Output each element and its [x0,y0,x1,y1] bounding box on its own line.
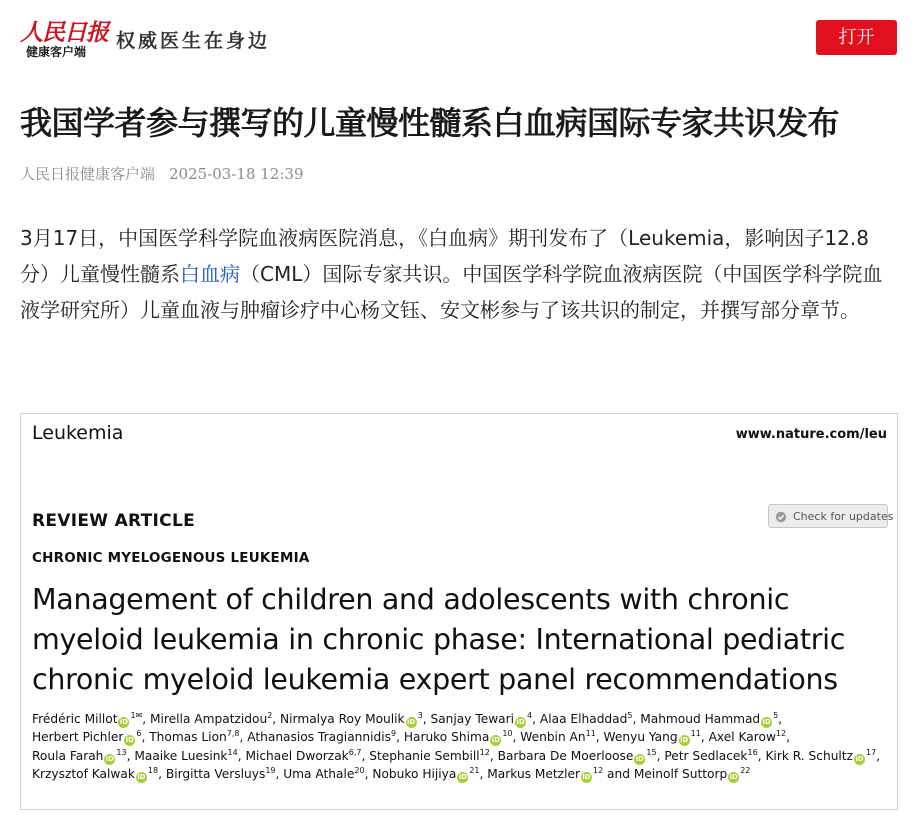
author-affiliation: 9 [390,729,397,739]
author-entry: Nirmalya Roy Moulik $iD^3$, [280,711,427,726]
author-name: Athanasios Tragiannidis [247,730,391,745]
author-name: Barbara De Moerloose [497,748,634,763]
author-affiliation: 5 [773,711,779,720]
orcid-icon[interactable]: iD [105,754,115,763]
author-name: Stephanie Sembill [369,748,480,763]
article-datetime: 2025-03-18 12:39 [169,165,304,183]
paragraph-text-end: （CML）国际专家共识。中国医学科学院血液病医院（中国医学科学院血液学研究所）儿童血液与肿瘤诊疗中心杨文钰、安文彬参与了该共识的制定，并撰写部分章节。 [20,262,883,322]
author-affiliation: 11 [585,729,596,739]
check-for-updates-badge [768,504,894,528]
author-entry: Barbara De Moerloose $iD^{15}$, [497,747,661,763]
orcid-icon[interactable]: iD [729,772,738,781]
author-name: Sanjay Tewari [430,712,515,726]
author-entry: Kirk R. Schultz $iD^{17}$, [765,747,881,763]
author-affiliation: 6,7 [348,747,362,757]
author-entry: Mahmoud Hammad $iD^5$, [640,711,783,726]
author-name: Frédéric Millot [32,712,118,726]
author-conjunction: and [607,766,630,781]
author-affiliation: 21 [469,765,480,775]
author-entry [487,767,603,781]
author-entry: Wenbin An$^{11}$, [520,729,600,745]
author-affiliation: 12 [592,765,604,775]
author-entry: Uma Athale$^{20}$, [283,765,369,781]
author-affiliation: 1✉ [130,711,143,720]
author-name: Wenbin An [520,730,586,745]
people-daily-health-logo[interactable] [20,14,108,62]
orcid-icon[interactable]: iD [491,736,500,745]
author-affiliation: 11 [690,729,701,739]
orcid-icon[interactable]: iD [119,718,129,726]
author-affiliation: 16 [747,747,758,757]
check-updates-text: Check for updates [793,510,894,523]
author-affiliation: 5 [627,711,633,720]
author-name: Markus Metzler [487,766,580,781]
author-affiliation: 19 [265,765,276,775]
author-entry: Axel Karow$^{12}$, [708,729,790,745]
journal-url: www.nature.com/leu [735,427,887,442]
author-name: Uma Athale [283,766,355,781]
author-name: Kirk R. Schultz [765,748,853,763]
article-type-label: REVIEW ARTICLE [32,511,195,531]
author-entry: Maaike Luesink$^{14}$, [134,747,242,763]
author-name: Roula Farah [32,748,104,763]
author-affiliation: 4 [527,711,533,720]
author-affiliation: 3 [417,711,423,720]
author-entry: Michael Dworzak$^{6,7}$, [245,747,366,763]
article-meta [20,163,304,184]
author-list [32,710,892,783]
author-entry: Birgitta Versluys$^{19}$, [165,765,280,781]
article-paragraph [20,220,898,328]
orcid-icon[interactable]: iD [458,772,467,781]
author-entry: Wenyu Yang $iD^{11}$, [603,729,705,745]
author-entry: Petr Sedlacek$^{16}$, [664,747,762,763]
journal-name: Leukemia [32,422,124,444]
slogan: 权威医生在身边 [116,30,271,52]
author-entry: Sanjay Tewari $iD^4$, [430,711,536,726]
orcid-icon[interactable]: iD [407,718,416,726]
author-entry: Alaa Elhaddad$^5$, [539,711,637,726]
leukemia-link[interactable]: 白血病 [180,262,240,286]
author-name: Meinolf Suttorp [633,766,728,781]
author-affiliation: 6 [136,729,142,739]
author-affiliation: 14 [227,747,238,757]
author-entry: Athanasios Tragiannidis$^9$, [247,729,400,745]
paper-title: Management of children and adolescents with chronic myeloid leukemia in chronic phase: International pediatric chronic myeloid leukemia expert panel recommendations [32,583,846,696]
orcid-icon[interactable]: iD [137,772,146,781]
author-affiliation: 18 [147,765,159,775]
author-entry: Frédéric Millot $iD^{1✉}$, [32,711,147,726]
author-affiliation: 2 [267,711,273,720]
author-entry: Herbert Pichler $iD^6$, [32,729,146,745]
author-name: Herbert Pichler [32,730,124,745]
author-name: Nobuko Hijiya [372,766,457,781]
article-title: 我国学者参与撰写的儿童慢性髓系白血病国际专家共识发布 [20,104,840,142]
author-entry: Thomas Lion$^{7,8}$, [149,729,244,745]
author-name: Alaa Elhaddad [539,712,628,726]
paragraph-text-start: 3月17日，中国医学科学院血液病医院消息，《白血病》期刊发布了（Leukemia，影响因子12.8分）儿童慢性髓系 [20,226,869,286]
author-name: Nirmalya Roy Moulik [280,712,405,726]
author-name: Maaike Luesink [134,748,228,763]
author-affiliation: 15 [646,747,657,757]
author-entry: Mirella Ampatzidou$^2$, [150,711,277,726]
author-name: Haruko Shima [403,730,490,745]
top-bar [0,0,915,76]
author-entry: Roula Farah $iD^{13}$, [32,747,131,763]
orcid-icon[interactable]: iD [516,718,525,726]
author-affiliation: 17 [866,747,877,757]
author-name: Krzysztof Kalwak [32,766,135,781]
logo-subtitle: 健康客户端 [26,45,87,59]
orcid-icon[interactable]: iD [762,718,771,726]
author-name: Wenyu Yang [603,730,678,745]
author-name: Petr Sedlacek [664,748,748,763]
author-entry: Krzysztof Kalwak $iD^{18}$, [32,765,162,781]
author-entry: Nobuko Hijiya $iD^{21}$, [372,765,484,781]
author-affiliation: 22 [740,765,751,775]
author-name: Mirella Ampatzidou [150,712,268,726]
author-entry [634,767,751,781]
logo-wordmark: 人民日报 [20,19,108,46]
author-affiliation: 20 [354,765,365,775]
author-affiliation: 10 [502,729,513,739]
orcid-icon[interactable]: iD [680,736,689,745]
author-affiliation: 13 [116,747,127,757]
check-updates-icon [775,511,787,523]
orcid-icon[interactable]: iD [582,772,591,781]
orcid-icon[interactable]: iD [635,754,644,763]
article-category: CHRONIC MYELOGENOUS LEUKEMIA [32,550,310,566]
author-entry: Haruko Shima $iD^{10}$, [403,729,517,745]
author-name: Mahmoud Hammad [640,712,761,726]
author-entry: Stephanie Sembill$^{12}$, [369,747,494,763]
paper-screenshot-figure[interactable] [20,413,898,810]
author-name: Michael Dworzak [245,748,349,763]
author-affiliation: 12 [479,747,490,757]
author-affiliation: 12 [775,729,787,739]
author-name: Axel Karow [708,730,776,745]
open-app-button[interactable]: 打开 [816,20,897,55]
author-name: Birgitta Versluys [165,766,266,781]
author-name: Thomas Lion [149,730,227,745]
orcid-icon[interactable]: iD [855,754,864,763]
article-source: 人民日报健康客户端 [20,165,156,183]
orcid-icon[interactable]: iD [125,736,134,745]
author-affiliation: 7,8 [226,729,240,739]
